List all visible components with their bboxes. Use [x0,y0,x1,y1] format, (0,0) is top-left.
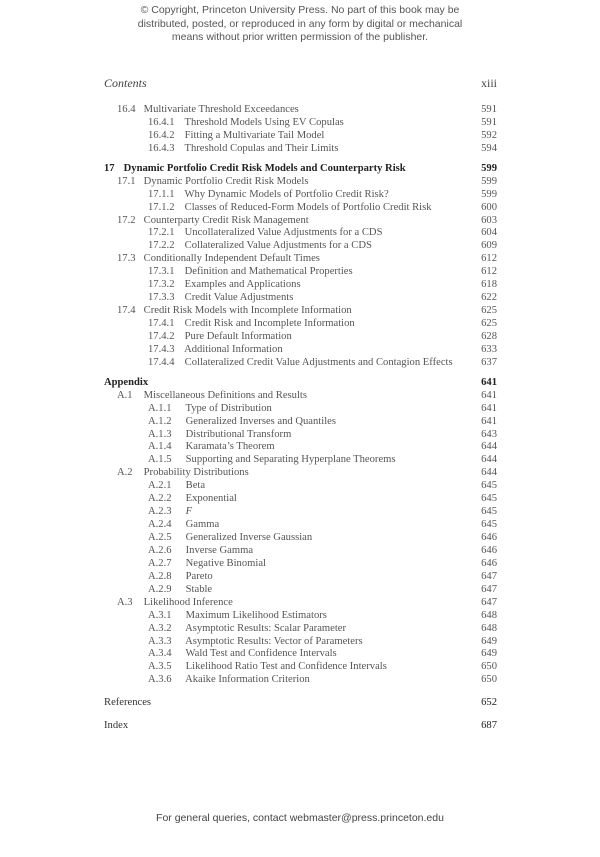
toc-title: Examples and Applications [184,279,301,291]
toc-number: 17.4.1 [148,318,175,329]
toc-title: Generalized Inverses and Quantiles [185,415,336,427]
toc-page: 600 [481,201,497,213]
toc-entry[interactable] [104,545,497,558]
toc-number: A.1 [117,389,133,401]
toc-title: Miscellaneous Definitions and Results [143,389,307,401]
toc-title: Threshold Copulas and Their Limits [184,142,339,154]
toc-title: Asymptotic Results: Vector of Parameters [185,635,363,647]
toc-entry[interactable] [104,429,497,442]
toc-page: 641 [481,376,497,388]
toc-page: 599 [481,162,497,174]
toc-number: 16.4 [117,104,136,115]
toc-number: A.3.3 [148,635,172,647]
toc-title: Collateralized Credit Value Adjustments and Contagion Effects [184,356,453,368]
toc-title: Generalized Inverse Gaussian [185,532,313,543]
toc-entry[interactable] [104,454,497,467]
toc-number: 17.3 [117,253,136,265]
toc-page: 647 [481,583,497,595]
toc-entry[interactable] [104,519,497,532]
toc-entry[interactable] [104,584,497,597]
toc-entry[interactable] [104,597,497,610]
toc-page: 649 [481,648,497,660]
toc-entry[interactable] [104,253,497,266]
toc-page: 599 [481,175,497,187]
toc-entry[interactable] [104,674,497,687]
toc-entry[interactable] [104,610,497,623]
toc-entry[interactable] [104,571,497,584]
toc-page: 618 [481,279,497,291]
toc-number: A.2.2 [148,493,172,505]
toc-chapter-title: Dynamic Portfolio Credit Risk Models and Counterparty Risk [123,162,406,174]
toc-title: Counterparty Credit Risk Management [143,214,309,226]
toc-entry[interactable] [104,506,497,519]
toc-entry[interactable] [104,104,497,117]
toc-entry[interactable] [104,403,497,416]
toc-page: 591 [481,116,497,128]
toc-entry[interactable] [104,441,497,454]
toc-title: F [185,506,193,518]
toc-number: A.2.4 [148,519,172,531]
toc-number: 17.4.3 [148,343,175,355]
toc-entry[interactable] [104,357,497,370]
toc-entry[interactable] [104,344,497,357]
toc-title: Pareto [185,570,213,582]
toc-page: 612 [481,266,497,278]
toc-number: A.1.2 [148,415,172,427]
toc-number: 16.4.3 [148,142,175,154]
toc-title: References [104,697,152,709]
toc-entry[interactable] [104,143,497,156]
toc-number: 17.2.2 [148,240,175,252]
toc-title: Type of Distribution [185,402,272,414]
toc-page: 622 [481,292,497,304]
toc-title: Conditionally Independent Default Times [143,253,320,265]
toc-entry[interactable] [104,227,497,240]
toc-page: 604 [481,227,497,239]
toc-page: 644 [481,454,497,466]
toc-title: Additional Information [184,343,283,355]
copyright-line-1: © Copyright, Princeton University Press. No part of this book may be [140,4,460,16]
toc-title: Negative Binomial [185,557,266,569]
toc-number: 17.1.2 [148,201,175,213]
toc-entry[interactable] [104,648,497,661]
toc-chapter-entry[interactable] [104,377,497,390]
page-number: xiii [480,76,497,90]
toc-page: 644 [481,467,497,479]
toc-entry[interactable] [104,480,497,493]
toc-title: Credit Risk Models with Incomplete Information [143,305,352,317]
toc-number: A.2 [117,467,133,479]
toc-entry[interactable] [104,661,497,674]
toc-title: Gamma [185,519,220,531]
toc-page: 625 [481,318,497,329]
toc-number: 17.4.4 [148,356,175,368]
toc-number: A.3.6 [148,674,172,686]
footer-contact: For general queries, contact webmaster@press.princeton.edu [156,812,444,824]
toc-page: 625 [481,305,497,317]
toc-entry[interactable] [104,117,497,130]
toc-page: 637 [481,356,497,368]
toc-page: 648 [481,622,497,634]
table-of-contents [104,104,497,733]
toc-number: A.1.5 [148,454,172,466]
toc-title: Likelihood Inference [143,596,233,608]
toc-page: 652 [481,697,497,709]
toc-entry[interactable] [104,305,497,318]
toc-page: 645 [481,506,497,518]
toc-entry[interactable] [104,467,497,480]
toc-entry[interactable] [104,176,497,189]
toc-entry[interactable] [104,390,497,403]
toc-title: Likelihood Ratio Test and Confidence Intervals [185,661,387,673]
toc-entry[interactable] [104,266,497,279]
running-head-title: Contents [104,76,147,90]
toc-page: 612 [481,253,497,265]
toc-number: 16.4.1 [148,116,175,128]
toc-entry[interactable] [104,558,497,571]
toc-title: Collateralized Value Adjustments for a CDS [184,240,372,252]
toc-number: 17.3.2 [148,279,175,291]
toc-number: 17.1 [117,175,136,187]
toc-page: 644 [481,441,497,453]
toc-title: Supporting and Separating Hyperplane Theorems [185,454,396,466]
toc-page: 646 [481,544,497,556]
toc-page: 599 [481,188,497,200]
toc-title: Akaike Information Criterion [185,674,310,686]
toc-page: 592 [481,129,497,141]
toc-page: 646 [481,557,497,569]
toc-references-entry[interactable] [104,697,497,710]
toc-title: Wald Test and Confidence Intervals [185,648,337,660]
toc-title: Classes of Reduced-Form Models of Portfolio Credit Risk [184,201,432,213]
toc-entry[interactable] [104,279,497,292]
toc-number: A.2.9 [148,583,172,595]
toc-chapter-entry[interactable] [104,163,497,176]
toc-title: Stable [185,583,213,595]
running-head [104,76,497,91]
toc-page: 633 [481,343,497,355]
toc-number: A.1.3 [148,428,172,440]
toc-number: 17.1.1 [148,188,175,200]
toc-entry[interactable] [104,240,497,253]
toc-page: 650 [481,674,497,686]
toc-title: Distributional Transform [185,428,292,440]
toc-page: 649 [481,635,497,647]
toc-number: 17.3.3 [148,292,175,304]
toc-title: Exponential [185,493,237,505]
toc-number: 16.4.2 [148,129,175,141]
toc-page: 687 [481,720,497,732]
toc-chapter-number: 17 [104,162,115,174]
toc-title: Index [104,720,129,732]
toc-page: 591 [481,104,497,115]
toc-title: Definition and Mathematical Properties [184,266,353,278]
toc-page: 594 [481,142,497,154]
toc-title: Beta [185,480,206,492]
toc-page: 641 [481,389,497,401]
toc-page: 628 [481,330,497,342]
toc-title: Pure Default Information [184,330,292,342]
toc-title: Dynamic Portfolio Credit Risk Models [143,175,309,187]
toc-title: Probability Distributions [143,467,249,479]
toc-page: 647 [481,570,497,582]
toc-entry[interactable] [104,623,497,636]
toc-number: 17.2.1 [148,227,175,239]
toc-number: 17.4.2 [148,330,175,342]
toc-title: Maximum Likelihood Estimators [185,609,327,621]
toc-number: A.3.2 [148,622,172,634]
toc-number: A.3.4 [148,648,172,660]
toc-page: 609 [481,240,497,252]
toc-entry[interactable] [104,130,497,143]
toc-page: 646 [481,532,497,543]
toc-entry[interactable] [104,189,497,202]
toc-page: 641 [481,402,497,414]
toc-page: 648 [481,609,497,621]
toc-entry[interactable] [104,636,497,649]
toc-page: 650 [481,661,497,673]
toc-number: A.2.6 [148,544,172,556]
toc-number: A.1.1 [148,402,172,414]
toc-number: A.3.5 [148,661,172,673]
toc-number: A.1.4 [148,441,172,453]
toc-page: 645 [481,480,497,492]
toc-page: 643 [481,428,497,440]
toc-page: 645 [481,519,497,531]
toc-title: Inverse Gamma [185,544,254,556]
toc-page: 603 [481,214,497,226]
copyright-line-3: means without prior written permission of the publisher. [171,31,429,43]
toc-title: Multivariate Threshold Exceedances [143,104,299,115]
toc-number: A.3.1 [148,609,172,621]
toc-title: Fitting a Multivariate Tail Model [184,129,325,141]
toc-number: A.2.7 [148,557,172,569]
toc-index-entry[interactable] [104,720,497,733]
toc-title: Asymptotic Results: Scalar Parameter [185,622,347,634]
toc-number: 17.4 [117,305,136,317]
toc-title: Karamata’s Theorem [185,441,275,453]
toc-chapter-title: Appendix [104,376,149,388]
toc-number: A.3 [117,596,133,608]
toc-title: Credit Value Adjustments [184,292,294,304]
toc-page: 647 [481,596,497,608]
toc-entry[interactable] [104,318,497,331]
toc-entry[interactable] [104,292,497,305]
toc-page: 641 [481,415,497,427]
copyright-line-2: distributed, posted, or reproduced in any form by digital or mechanical [137,17,463,30]
toc-number: A.2.8 [148,570,172,582]
toc-number: 17.3.1 [148,266,175,278]
toc-number: A.2.5 [148,532,172,543]
toc-number: A.2.1 [148,480,172,492]
toc-title: Why Dynamic Models of Portfolio Credit Risk? [184,188,389,200]
toc-entry[interactable] [104,493,497,506]
toc-entry[interactable] [104,416,497,429]
toc-number: A.2.3 [148,506,172,518]
toc-entry[interactable] [104,215,497,228]
toc-title: Credit Risk and Incomplete Information [184,318,355,329]
copyright-notice [0,4,600,45]
toc-entry[interactable] [104,532,497,545]
toc-entry[interactable] [104,331,497,344]
toc-title: Uncollateralized Value Adjustments for a CDS [184,227,383,239]
toc-number: 17.2 [117,214,136,226]
toc-title: Threshold Models Using EV Copulas [184,116,344,128]
toc-page: 645 [481,493,497,505]
toc-entry[interactable] [104,202,497,215]
